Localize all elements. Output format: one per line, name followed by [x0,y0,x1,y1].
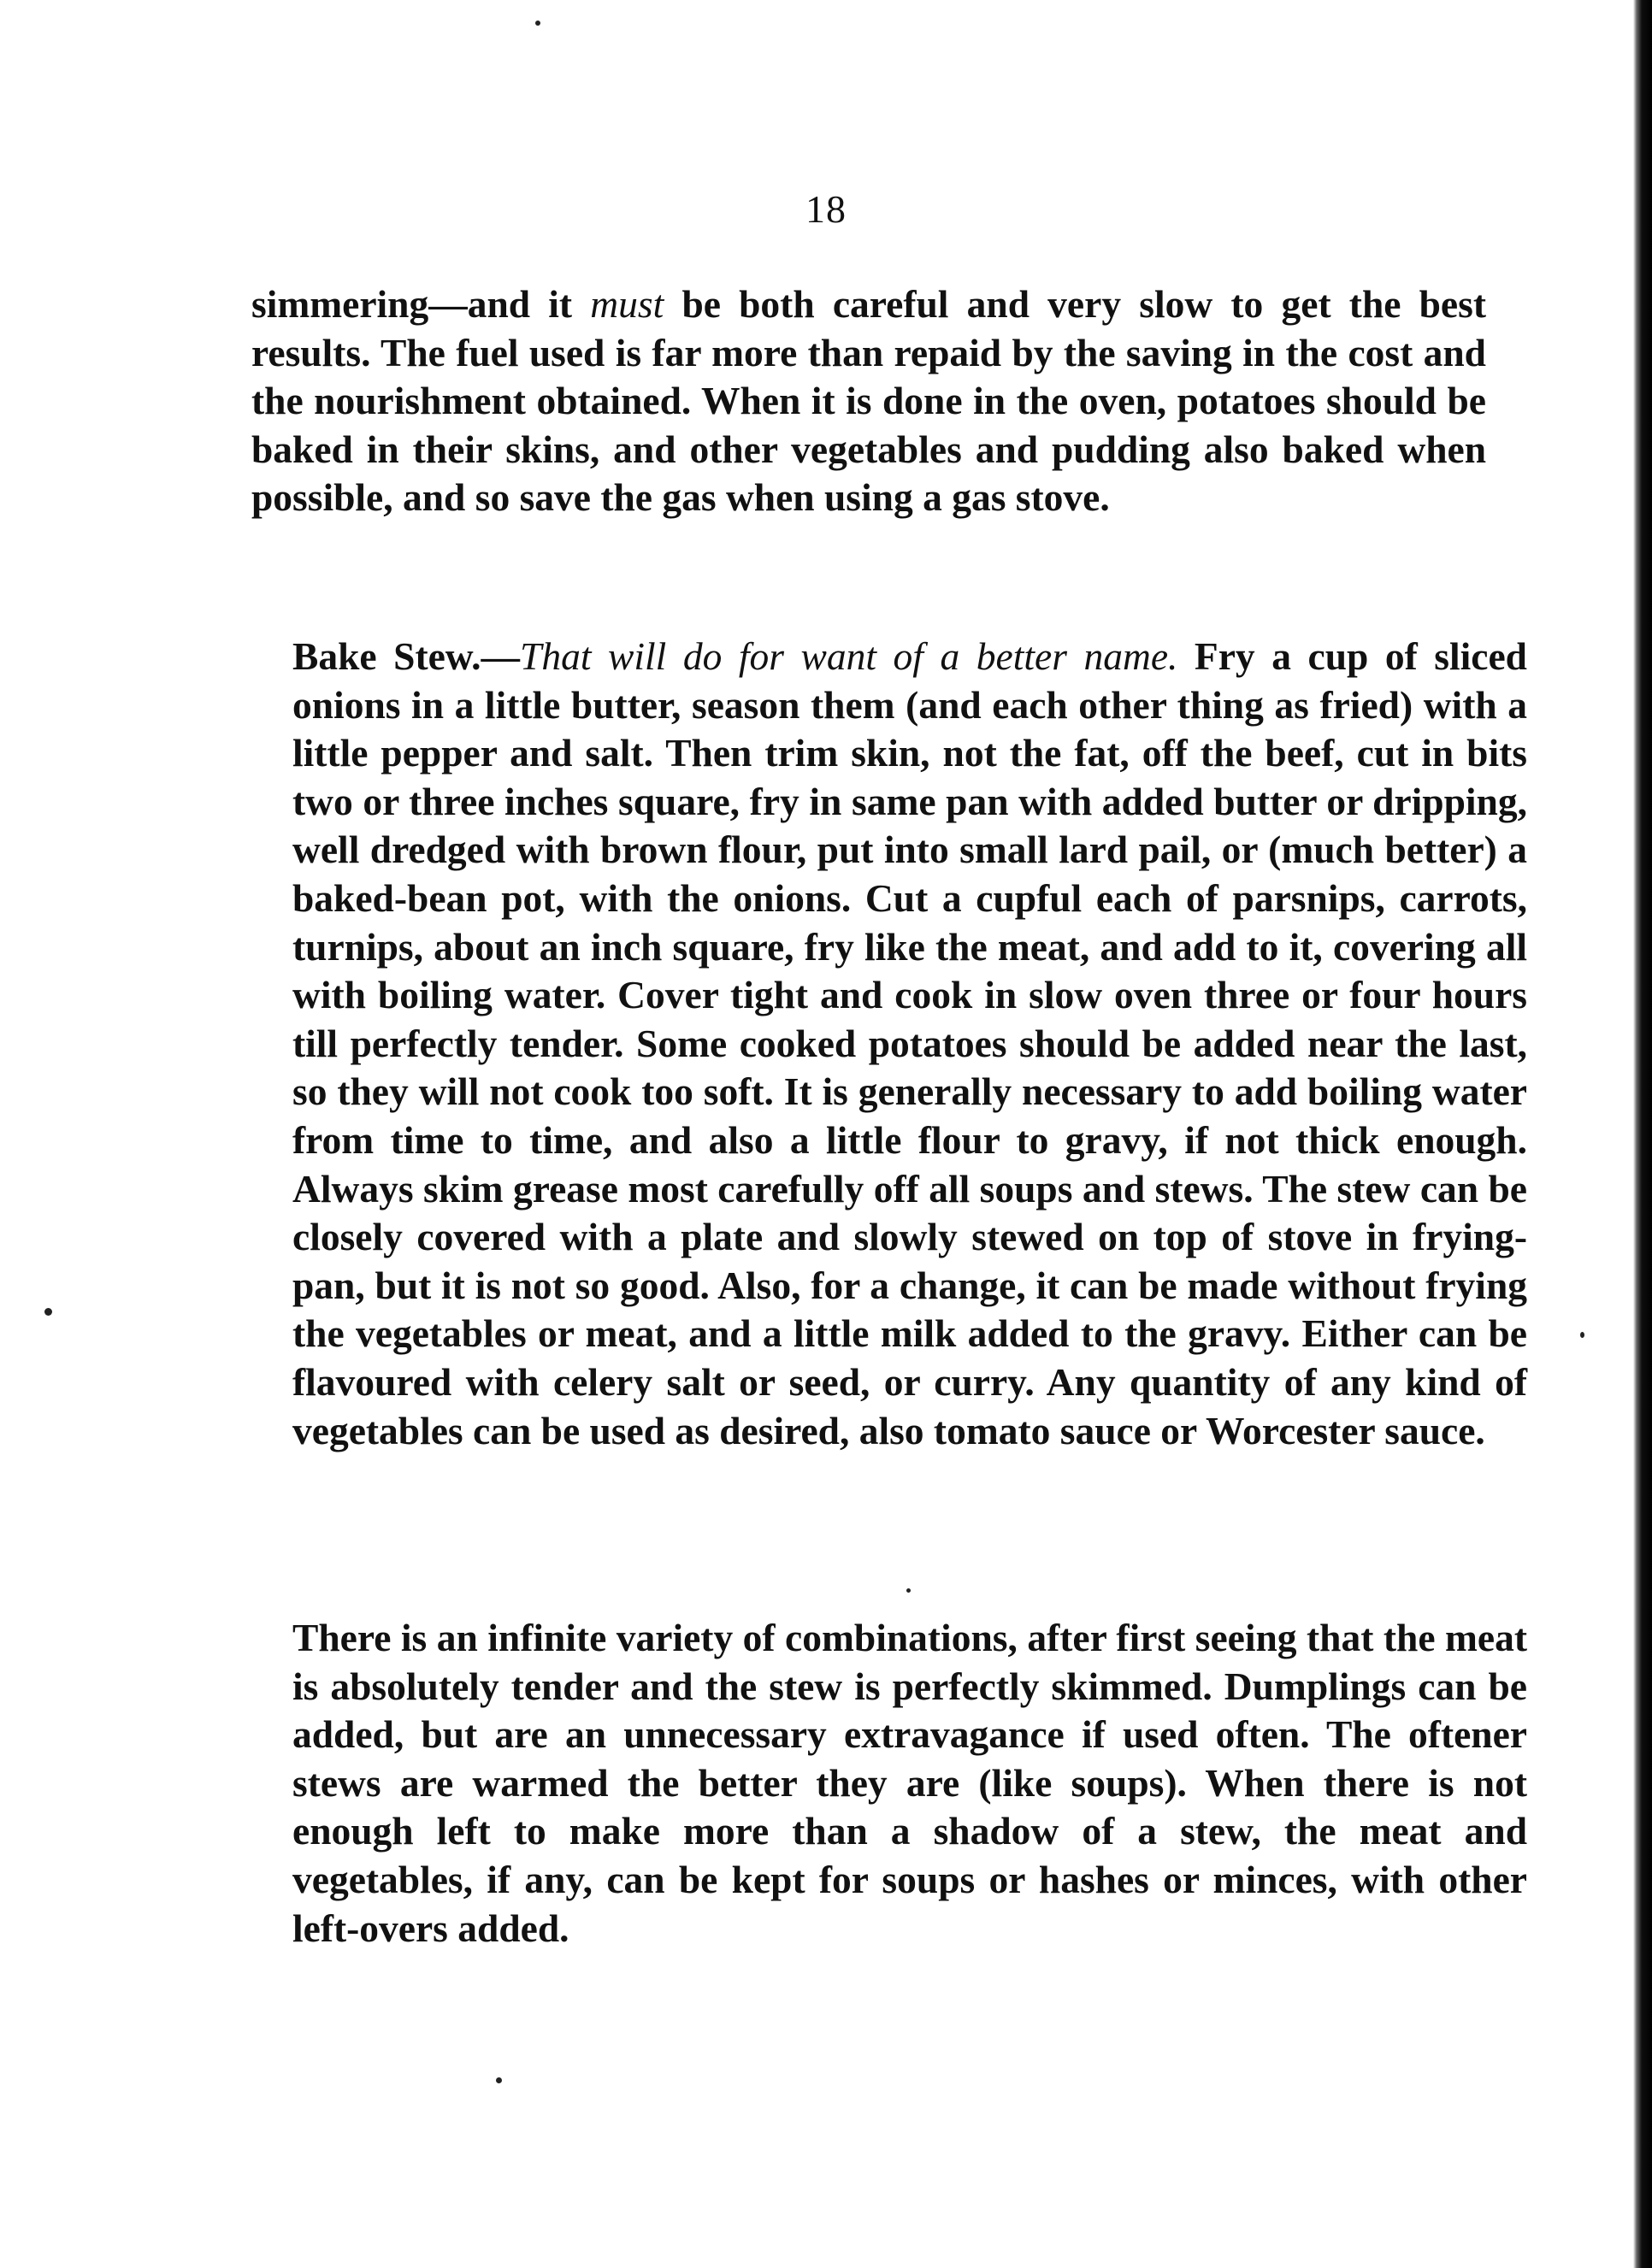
paragraph-text: simmering—and it [251,282,591,326]
recipe-body: Fry a cup of sliced onions in a little butter, season them (and each other thing as fried) with a little pepper and salt. Then trim skin, not the fat, off the beef, cut in bits two or three inches square, fry in same pan with added butter or dripping, well dredged with brown flour, put into small lard pail, or (much better) a baked-bean pot, with the onions. Cut a cupful each of parsnips, carrots, turnips, about an inch square, fry like the meat, and add to it, covering all with boiling water. Cover tight and cook in slow oven three or four hours till perfectly tender. Some cooked potatoes should be added near the last, so they will not cook too soft. It is generally necessary to add boiling water from time to time, and also a little flour to gravy, if not thick enough. Always skim grease most carefully off all soups and stews. The stew can be closely covered with a plate and slowly stewed on top of stove in frying-pan, but it is not so good. Also, for a change, it can be made without frying the vegetables or meat, and a little milk added to the gravy. Either can be flavoured with celery salt or seed, or curry. Any quantity of any kind of vegetables can be used as desired, also tomato sauce or Worcester sauce. [292,634,1527,1452]
scan-speck [906,1588,911,1593]
binding-edge [1633,0,1652,2268]
emphasis-text: must [590,282,664,326]
recipe-title: Bake Stew. [292,634,481,678]
paragraph-text: be both careful and very slow to get the best results. The fuel used is far more than repaid by the saving in the cost and the nourishment obtained. When it is done in the oven, potatoes should be baked in their skins, and other vegetables and pudding also baked when possible, and so save the gas when using a gas stove. [251,282,1486,520]
scan-speck [44,1308,52,1316]
page-number: 18 [805,187,847,231]
scan-speck [496,2077,502,2083]
scan-speck [535,21,540,26]
paragraph-simmering [251,280,1486,522]
scan-speck [1580,1332,1584,1338]
paragraph-bake-stew [251,633,1527,1455]
title-aside: That will do for want of a better name. [520,634,1178,678]
title-dash: — [481,634,521,678]
paragraph-combinations: There is an infinite variety of combinations, after first seeing that the meat is absolutely tender and the stew is perfectly skimmed. Dumplings can be added, but are an unnecessary extravagance if used often. The oftener stews are warmed the better they are (like soups). When there is not enough left to make more than a shadow of a stew, the meat and vegetables, if any, can be kept for soups or hashes or minces, with other left-overs added. [292,1616,1527,1950]
